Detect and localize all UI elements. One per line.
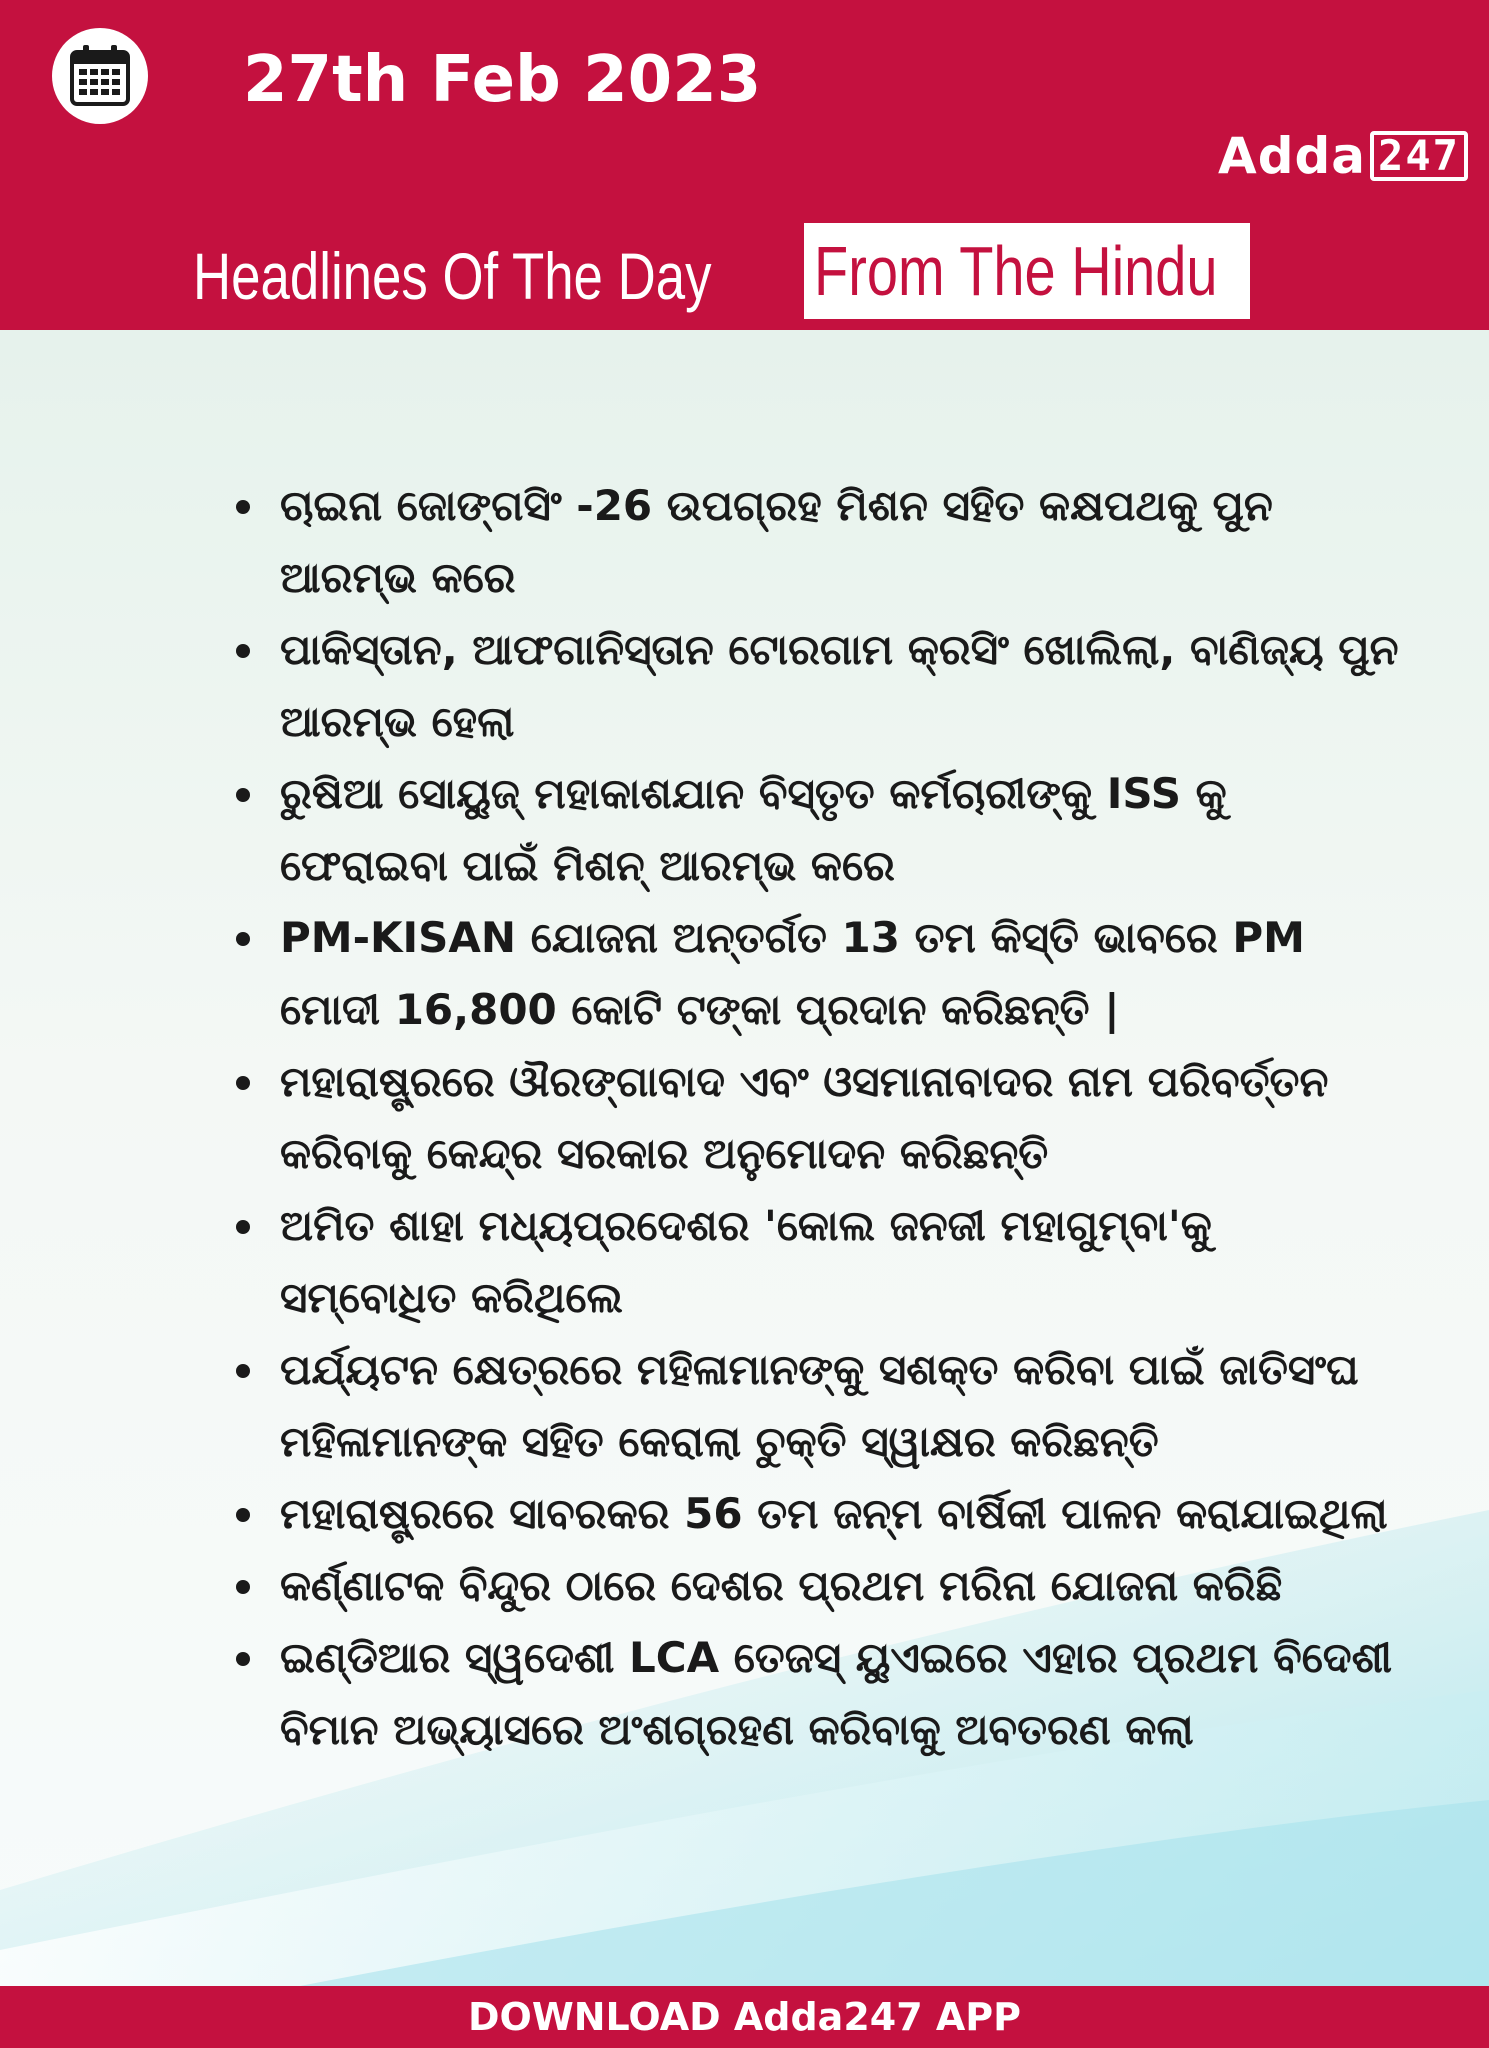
headline-item [230, 758, 1400, 902]
headline-text: କର୍ଣ୍ଣାଟକ ବିନ୍ଦୁର ଠାରେ ଦେଶର ପ୍ରଥମ ମରିନା ଯୋଜନା କରିଛି [280, 1561, 1283, 1610]
headline-text: ରୁଷିଆ ସୋୟୁଜ୍ ମହାକାଶଯାନ ବିସ୍ତୃତ କର୍ମଚାରୀଙ୍କୁ ISS କୁ ଫେରାଇବା ପାଇଁ ମିଶନ୍ ଆରମ୍ଭ କରେ [280, 769, 1227, 890]
footer-banner[interactable] [0, 1986, 1489, 2048]
headline-text: ଇଣ୍ଡିଆର ସ୍ୱଦେଶୀ LCA ତେଜସ୍ ୟୁଏଇରେ ଏହାର ପ୍ରଥମ ବିଦେଶୀ ବିମାନ ଅଭ୍ୟାସରେ ଅଂଶଗ୍ରହଣ କରିବାକୁ ଅବତରଣ କଲା [280, 1633, 1393, 1754]
bullet-dot [236, 788, 250, 802]
calendar-icon [70, 44, 130, 106]
headline-item [230, 1478, 1400, 1550]
headline-text: ପାକିସ୍ତାନ, ଆଫଗାନିସ୍ତାନ ଟୋରଗାମ କ୍ରସିଂ ଖୋଲିଲା, ବାଣିଜ୍ୟ ପୁନ ଆରମ୍ଭ ହେଲା [280, 625, 1399, 746]
bullet-dot [236, 500, 250, 514]
calendar-badge [52, 28, 148, 124]
headline-text: ଅମିତ ଶାହା ମଧ୍ୟପ୍ରଦେଶର 'କୋଲ ଜନଜୀ ମହାଗୁମ୍ବା'କୁ ସମ୍ବୋଧିତ କରିଥିଲେ [280, 1201, 1212, 1322]
source-badge [804, 223, 1250, 319]
bullet-dot [236, 644, 250, 658]
headline-item [230, 902, 1400, 1046]
headline-item [230, 1190, 1400, 1334]
headline-item [230, 1046, 1400, 1190]
bullet-dot [236, 1508, 250, 1522]
logo-word: Adda [1218, 127, 1367, 185]
bullet-dot [236, 1580, 250, 1594]
headline-item [230, 1550, 1400, 1622]
bullet-dot [236, 1220, 250, 1234]
bullet-dot [236, 1652, 250, 1666]
headline-text: PM-KISAN ଯୋଜନା ଅନ୍ତର୍ଗତ 13 ତମ କିସ୍ତି ଭାବରେ PM ମୋଦୀ 16,800 କୋଟି ଟଙ୍କା ପ୍ରଦାନ କରିଛନ୍ତି | [280, 913, 1305, 1034]
headline-list [230, 470, 1400, 1766]
logo-number: 247 [1370, 131, 1468, 181]
headline-item [230, 1622, 1400, 1766]
headline-item [230, 1334, 1400, 1478]
bullet-dot [236, 932, 250, 946]
headline-text: ମହାରାଷ୍ଟ୍ରରେ ଔରଙ୍ଗାବାଦ ଏବଂ ଓସମାନାବାଦର ନାମ ପରିବର୍ତ୍ତନ କରିବାକୁ କେନ୍ଦ୍ର ସରକାର ଅନୁମୋଦନ କରିଛନ୍ତି [280, 1057, 1329, 1178]
bullet-dot [236, 1364, 250, 1378]
headline-text: ମହାରାଷ୍ଟ୍ରରେ ସାବରକର 56 ତମ ଜନ୍ମ ବାର୍ଷିକୀ ପାଳନ କରାଯାଇଥିଲା [280, 1489, 1388, 1538]
header-banner [0, 0, 1489, 330]
headline-item [230, 470, 1400, 614]
headline-text: ପର୍ଯ୍ୟଟନ କ୍ଷେତ୍ରରେ ମହିଳାମାନଙ୍କୁ ସଶକ୍ତ କରିବା ପାଇଁ ଜାତିସଂଘ ମହିଳାମାନଙ୍କ ସହିତ କେରାଲା ଚୁକ୍ତି ସ୍ୱାକ୍ଷର କରିଛନ୍ତି [280, 1345, 1359, 1466]
headline-text: ଚାଇନା ଜୋଙ୍ଗସିଂ -26 ଉପଗ୍ରହ ମିଶନ ସହିତ କକ୍ଷପଥକୁ ପୁନ ଆରମ୍ଭ କରେ [280, 481, 1273, 602]
download-app-cta[interactable]: DOWNLOAD Adda247 APP [467, 1995, 1021, 2039]
adda247-logo [1218, 128, 1468, 184]
bullet-dot [236, 1076, 250, 1090]
headline-list-panel [0, 330, 1489, 1986]
source-label: From The Hindu [814, 232, 1218, 310]
date-label: 27th Feb 2023 [243, 43, 762, 117]
headlines-title: Headlines Of The Day [193, 239, 712, 313]
headline-item [230, 614, 1400, 758]
